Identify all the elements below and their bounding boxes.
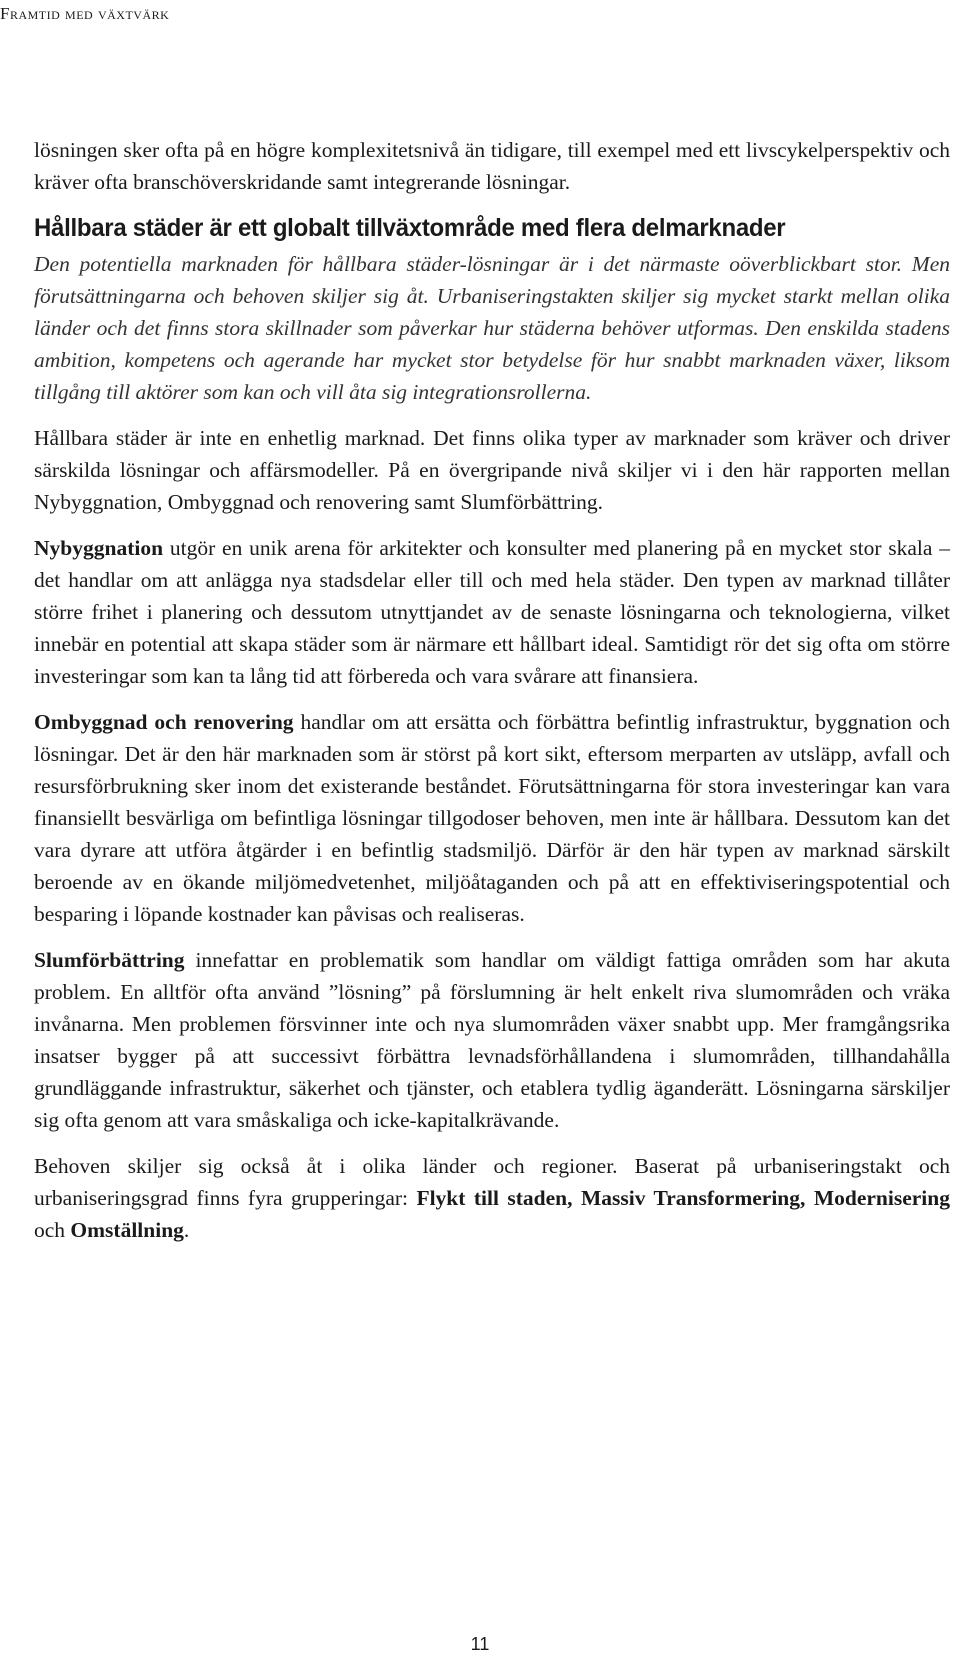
paragraph-ombyggnad <box>34 706 950 930</box>
term-slumforbattring: Slumförbättring <box>34 948 185 972</box>
page-body <box>34 134 950 1246</box>
paragraph-groupings <box>34 1150 950 1246</box>
groupings-list: Flykt till staden, Massiv Transformering, Modernisering <box>416 1186 950 1210</box>
paragraph-slumforbattring <box>34 944 950 1136</box>
lead-paragraph: Den potentiella marknaden för hållbara städer-lösningar är i det närmaste oöverblickbart stor. Men förutsättningarna och behoven skiljer sig åt. Urbaniseringstakten skiljer sig mycket starkt mellan olika länder och det finns stora skillnader som påverkar hur städerna behöver utformas. Den enskilda stadens ambition, kompetens och agerande har mycket stor betydelse för hur snabbt marknaden växer, liksom tillgång till aktörer som kan och vill åta sig integrationsrollerna. <box>34 252 950 404</box>
groupings-last: Omställning <box>70 1218 184 1242</box>
term-nybyggnation: Nybyggnation <box>34 536 164 560</box>
intro-paragraph: lösningen sker ofta på en högre komplexitetsnivå än tidigare, till exempel med ett livscykelperspektiv och kräver ofta branschöverskridande samt integrerande lösningar. <box>34 138 950 194</box>
paragraph-slumforbattring-text: innefattar en problematik som handlar om väldigt fattiga områden som har akuta problem. En alltför ofta använd ”lösning” på förslumning är helt enkelt riva slumområden och vräka invånarna. Men problemen försvinner inte och nya slumområden växer snabbt upp. Mer framgångsrika insatser bygger på att successivt förbättra levnadsförhållandena i slumområden, tillhandahålla grundläggande infrastruktur, säkerhet och tjänster, och etablera tydlig äganderätt. Lösningarna särskiljer sig ofta genom att vara småskaliga och icke-kapitalkrävande. <box>34 948 950 1132</box>
paragraph-nybyggnation <box>34 532 950 692</box>
paragraph-ombyggnad-text: handlar om att ersätta och förbättra befintlig infrastruktur, byggnation och lösningar. Det är den här marknaden som är störst på kort sikt, eftersom merparten av utsläpp, avfall och resursförbrukning sker inom det existerande beståndet. Förutsättningarna för stora investeringar kan vara finansiellt besvärliga om befintliga lösningar tillgodoser behoven, men inte är hållbara. Dessutom kan det vara dyrare att utföra åtgärder i en befintlig stadsmiljö. Därför är den här typen av marknad särskilt beroende av en ökande miljömedvetenhet, miljöåtaganden och på att en effektiviseringspotential och besparing i löpande kostnader kan påvisas och realiseras. <box>34 710 950 926</box>
term-ombyggnad: Ombyggnad och renovering <box>34 710 294 734</box>
groupings-text: Behoven skiljer sig också åt i olika länder och regioner. Baserat på urbaniseringstakt och urbaniseringsgrad finns fyra grupperingar: <box>34 1154 950 1210</box>
running-header: Framtid med växtvärk <box>0 4 170 23</box>
page-number: 11 <box>470 1634 490 1654</box>
groupings-end: . <box>183 1218 190 1242</box>
section-heading: Hållbara städer är ett globalt tillväxtområde med flera delmarknader <box>34 214 786 242</box>
paragraph-nybyggnation-text: utgör en unik arena för arkitekter och konsulter med planering på en mycket stor skala – det handlar om att anlägga nya stadsdelar eller till och med hela städer. Den typen av marknad tillåter större frihet i planering och dessutom utnyttjandet av de senaste lösningarna och teknologierna, vilket innebär en potential att skapa städer som är närmare ett hållbart ideal. Samtidigt rör det sig ofta om större investeringar som kan ta lång tid att förbereda och vara svårare att finansiera. <box>34 536 950 688</box>
paragraph-markets: Hållbara städer är inte en enhetlig marknad. Det finns olika typer av marknader som kräver och driver särskilda lösningar och affärsmodeller. På en övergripande nivå skiljer vi i den här rapporten mellan Nybyggnation, Ombyggnad och renovering samt Slumförbättring. <box>34 426 950 514</box>
groupings-and: och <box>34 1218 71 1242</box>
